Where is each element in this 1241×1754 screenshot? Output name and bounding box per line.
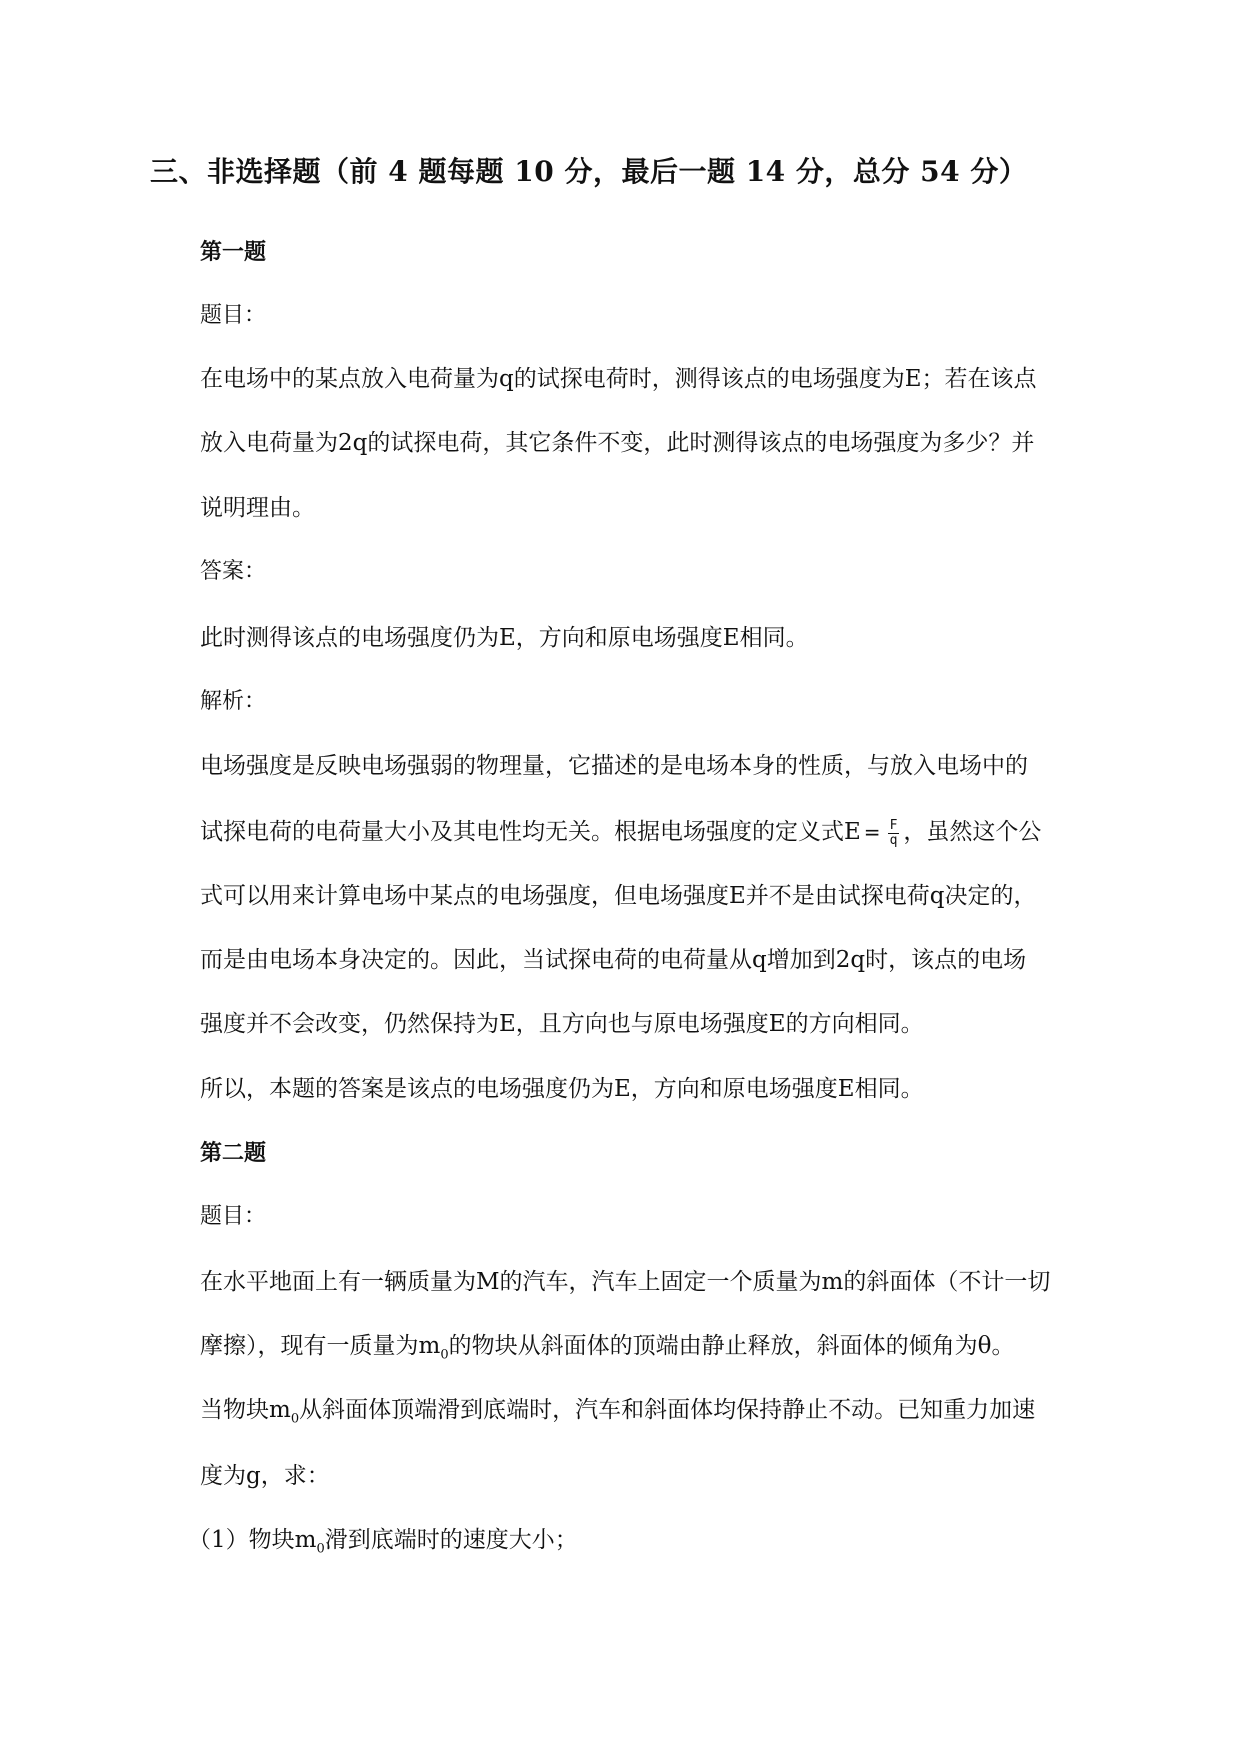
formula-fraction	[888, 819, 900, 848]
formula-denominator: q	[889, 832, 898, 848]
q1-answer-label: 答案：	[200, 559, 267, 584]
formula-equals: =	[863, 820, 881, 844]
q2-text: 从斜面体顶端滑到底端时，汽车和斜面体均保持静止不动。已知重力加速	[299, 1397, 1036, 1423]
q1-analysis-formula-line	[200, 816, 1041, 848]
q2-heading: 第二题	[200, 1140, 267, 1166]
q2-question-line	[200, 1330, 1014, 1372]
q2-question-line: 在水平地面上有一辆质量为M的汽车，汽车上固定一个质量为m的斜面体（不计一切	[200, 1269, 1051, 1295]
q2-text: 摩擦），现有一质量为	[200, 1333, 419, 1359]
q1-conclusion-line: 所以，本题的答案是该点的电场强度仍为E，方向和原电场强度E相同。	[200, 1076, 924, 1102]
mass-m0: $m_0$	[269, 1397, 300, 1427]
q2-text: 的物块从斜面体的顶端由静止释放，斜面体的倾角为θ。	[448, 1333, 1015, 1359]
q1-analysis-line: 电场强度是反映电场强弱的物理量，它描述的是电场本身的性质，与放入电场中的	[200, 753, 1028, 779]
q1-question-label: 题目：	[200, 303, 267, 328]
q1-question-line: 放入电荷量为2q的试探电荷，其它条件不变，此时测得该点的电场强度为多少？并	[200, 430, 1035, 456]
q1-answer-text: 此时测得该点的电场强度仍为E，方向和原电场强度E相同。	[200, 625, 809, 651]
q2-text: 滑到底端时的速度大小；	[324, 1527, 578, 1553]
q2-question-line: 度为g，求：	[200, 1463, 330, 1489]
q1-analysis-text: ，虽然这个公	[903, 819, 1042, 845]
q1-analysis-line: 式可以用来计算电场中某点的电场强度，但电场强度E并不是由试探电荷q决定的，	[200, 883, 1037, 909]
formula-lhs: E	[844, 819, 861, 845]
q2-text: 当物块	[200, 1397, 269, 1423]
q2-text: （1）物块	[188, 1527, 295, 1553]
q2-subquestion-1	[188, 1524, 578, 1566]
q1-analysis-text: 试探电荷的电荷量大小及其电性均无关。根据电场强度的定义式	[200, 819, 844, 845]
q1-heading: 第一题	[200, 239, 267, 265]
section-title: 三、非选择题（前 4 题每题 10 分，最后一题 14 分，总分 54 分）	[150, 155, 1028, 188]
mass-m0: $m_0$	[418, 1333, 449, 1363]
q2-question-line	[200, 1394, 1035, 1436]
q1-question-line: 说明理由。	[200, 495, 315, 521]
mass-m0: $m_0$	[294, 1527, 325, 1557]
q1-analysis-line: 强度并不会改变，仍然保持为E，且方向也与原电场强度E的方向相同。	[200, 1011, 924, 1037]
q2-question-label: 题目：	[200, 1204, 267, 1229]
q1-analysis-label: 解析：	[200, 689, 267, 714]
formula-numerator: F	[889, 817, 898, 833]
q1-question-line: 在电场中的某点放入电荷量为q的试探电荷时，测得该点的电场强度为E；若在该点	[200, 366, 1037, 392]
q1-analysis-line: 而是由电场本身决定的。因此，当试探电荷的电荷量从q增加到2q时，该点的电场	[200, 947, 1027, 973]
